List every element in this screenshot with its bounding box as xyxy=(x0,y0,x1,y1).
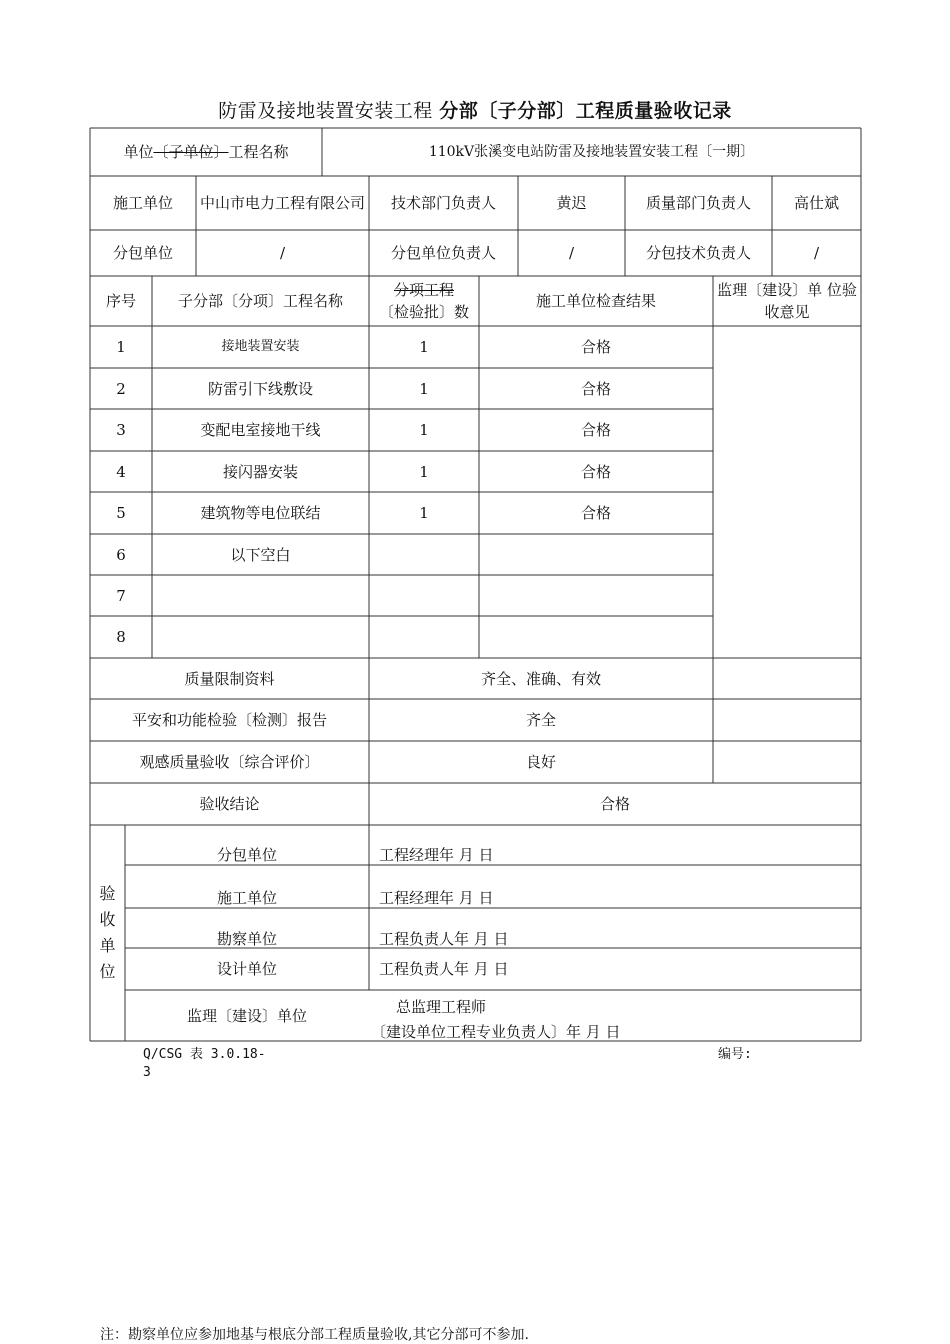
row-count: 1 xyxy=(419,338,429,356)
project-name-label: 单位 〔子单位〕 工程名称 xyxy=(123,143,289,161)
row-seq: 3 xyxy=(116,421,126,439)
row-name xyxy=(152,616,369,658)
acceptance-unit-survey: 勘察单位 xyxy=(216,930,277,948)
acceptance-sign-design: 工程负责人年 月 日 xyxy=(379,960,509,978)
row-name: 防雷引下线敷设 xyxy=(207,379,313,398)
row-count xyxy=(369,575,479,616)
row-name: 变配电室接地干线 xyxy=(200,421,321,439)
sub-tech-head: / xyxy=(813,244,820,262)
appearance-label: 观感质量验收〔综合评价〕 xyxy=(139,753,320,771)
sub-unit-head-label: 分包单位负责人 xyxy=(390,244,496,262)
acceptance-sign-supervision-date: 〔建设单位工程专业负责人〕年 月 日 xyxy=(371,1023,621,1041)
row-seq: 5 xyxy=(116,504,126,522)
row-count: 1 xyxy=(419,462,429,481)
project-name: 110kV张溪变电站防雷及接地装置安装工程〔一期〕 xyxy=(428,144,755,160)
row-seq: 8 xyxy=(116,628,126,646)
footnote: 注：勘察单位应参加地基与根底分部工程质量验收,其它分部可不参加. xyxy=(100,1327,529,1343)
col-result-header: 施工单位检查结果 xyxy=(535,292,656,310)
appearance-value: 良好 xyxy=(525,753,556,771)
sub-unit-label: 分包单位 xyxy=(112,244,173,262)
row-count: 1 xyxy=(419,421,429,439)
col-name-header: 子分部〔分项〕工程名称 xyxy=(177,292,343,310)
safety-report-value: 齐全 xyxy=(525,711,556,729)
quality-head: 高仕斌 xyxy=(793,194,839,212)
col-seq-header: 序号 xyxy=(105,292,136,310)
acceptance-sign-sub: 工程经理年 月 日 xyxy=(379,846,494,864)
col-count-header: 分项工程 〔检验批〕数 xyxy=(378,281,469,321)
acceptance-unit-design: 设计单位 xyxy=(216,960,277,978)
col-opinion-header: 监理〔建设〕单 位验收意见 xyxy=(717,281,857,321)
row-seq: 1 xyxy=(116,338,126,356)
row-seq: 7 xyxy=(116,586,126,605)
conclusion-label: 验收结论 xyxy=(199,795,260,813)
quality-docs-value: 齐全、准确、有效 xyxy=(480,669,601,688)
construction-unit-label: 施工单位 xyxy=(112,194,173,212)
acceptance-unit-supervision: 监理〔建设〕单位 xyxy=(186,1006,307,1025)
title-sub: 分部〔子分部〕工程质量验收记录 xyxy=(439,100,732,122)
acceptance-unit-construction: 施工单位 xyxy=(216,889,277,907)
row-result xyxy=(479,575,713,616)
acceptance-sign-construction: 工程经理年 月 日 xyxy=(379,889,494,907)
row-name: 接闪器安装 xyxy=(222,462,298,481)
form-number: Q/CSG 表 3.0.18- 3 xyxy=(143,1047,266,1080)
row-result: 合格 xyxy=(580,462,611,481)
quality-head-label: 质量部门负责人 xyxy=(645,194,751,212)
row-seq: 2 xyxy=(116,379,126,398)
sub-unit-head: / xyxy=(568,244,575,262)
construction-unit: 中山市电力工程有限公司 xyxy=(200,194,366,212)
page-title xyxy=(0,96,950,123)
quality-docs-label: 质量限制资料 xyxy=(184,669,275,688)
row-result: 合格 xyxy=(580,421,611,439)
conclusion-value: 合格 xyxy=(599,795,630,813)
serial-number-label: 编号: xyxy=(718,1047,752,1062)
row-count xyxy=(369,616,479,658)
title-main: 防雷及接地装置安装工程 xyxy=(218,100,433,122)
acceptance-unit-sub: 分包单位 xyxy=(216,846,277,864)
row-name xyxy=(152,575,369,616)
sub-unit: / xyxy=(279,244,286,262)
acceptance-side-label: 验 收 单 位 xyxy=(99,883,116,981)
row-name: 建筑物等电位联结 xyxy=(200,504,321,522)
row-result: 合格 xyxy=(580,504,611,522)
row-seq: 4 xyxy=(116,462,126,481)
row-seq: 6 xyxy=(116,545,126,564)
tech-head-label: 技术部门负责人 xyxy=(390,194,496,212)
row-name: 接地装置安装 xyxy=(221,339,300,354)
row-result: 合格 xyxy=(580,338,611,356)
row-result xyxy=(479,616,713,658)
tech-head: 黄迟 xyxy=(556,194,587,212)
row-result xyxy=(479,534,713,575)
row-count: 1 xyxy=(419,504,429,522)
row-result: 合格 xyxy=(580,379,611,398)
acceptance-sign-survey: 工程负责人年 月 日 xyxy=(379,930,509,948)
safety-report-label: 平安和功能检验〔检测〕报告 xyxy=(131,711,327,729)
row-count xyxy=(369,534,479,575)
row-name: 以下空白 xyxy=(230,545,291,564)
sub-tech-head-label: 分包技术负责人 xyxy=(645,244,751,262)
acceptance-sign-supervision-title: 总监理工程师 xyxy=(396,998,487,1016)
row-count: 1 xyxy=(419,379,429,398)
